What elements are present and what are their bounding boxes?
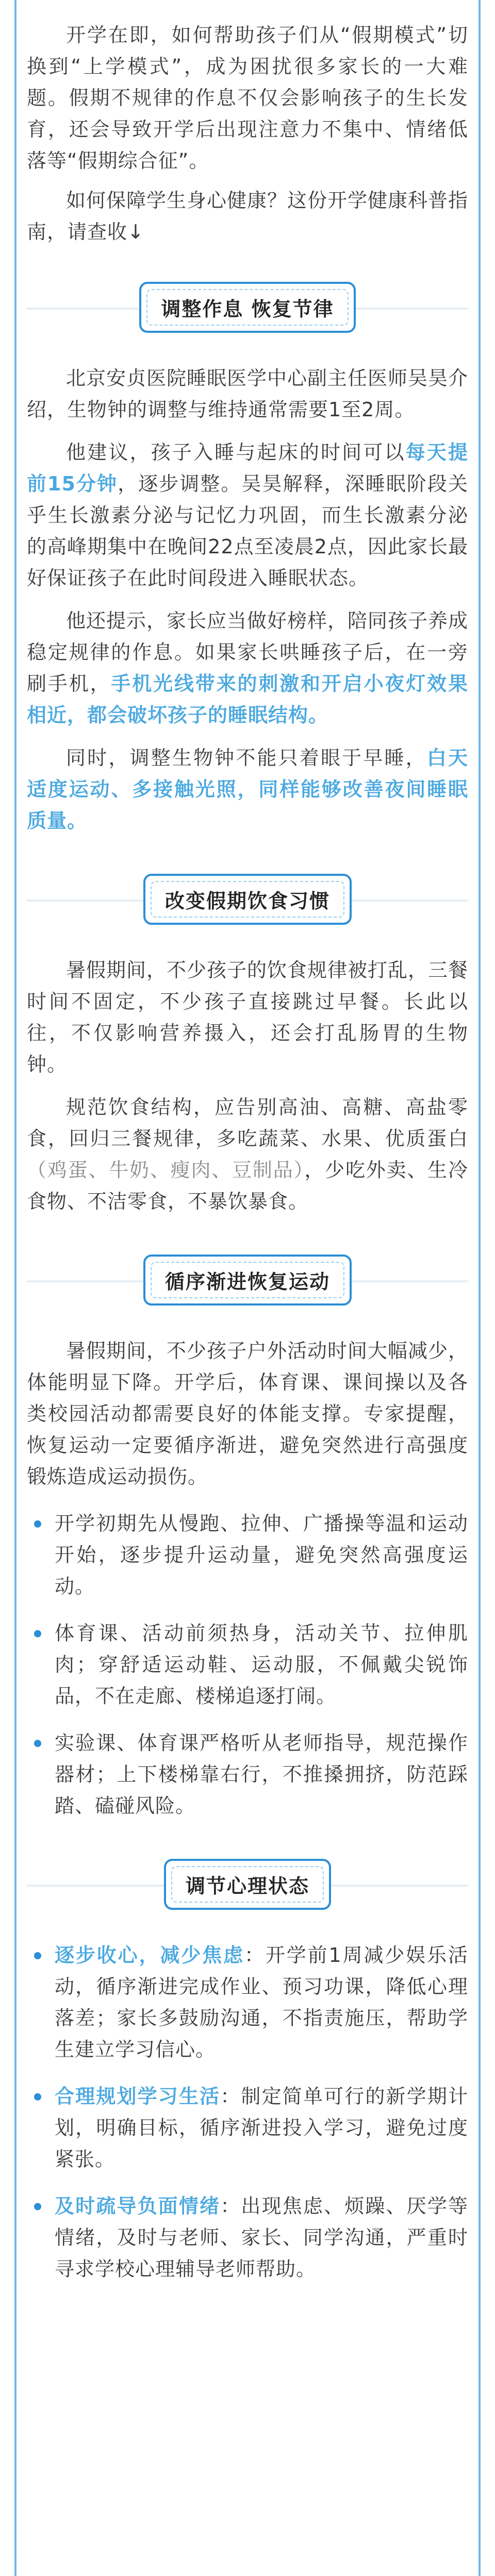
food-examples: （鸡蛋、牛奶、瘦肉、豆制品）	[27, 1159, 305, 1181]
section-2-paragraph-1: 暑假期间，不少孩子的饮食规律被打乱，三餐时间不固定，不少孩子直接跳过早餐。长此以往，不仅影响营养摄入，还会打乱肠胃的生物钟。	[27, 959, 469, 1076]
section-heading-wrap	[27, 282, 468, 333]
intro-paragraph-1: 开学在即，如何帮助孩子们从“假期模式”切换到“上学模式”，成为困扰很多家长的一大难题。假期不规律的作息不仅会影响孩子的生长发育，还会导致开学后出现注意力不集中、情绪低落等“假期综合征”。	[27, 24, 468, 172]
section-3-heading	[143, 1255, 352, 1306]
article-body	[27, 0, 468, 2285]
list-item: 体育课、活动前须热身，活动关节、拉伸肌肉；穿舒适运动鞋、运动服，不佩戴尖锐饰品，不在走廊、楼梯追逐打闹。	[27, 1618, 468, 1712]
bullet-dot-icon	[34, 1952, 41, 1959]
intro-paragraph-2: 如何保障学生身心健康？这份开学健康科普指南，请查收↓	[27, 189, 469, 243]
list-item: 开学初期先从慢跑、拉伸、广播操等温和运动开始，逐步提升运动量，避免突然高强度运动。	[27, 1508, 468, 1602]
bullet-dot-icon	[34, 2203, 41, 2210]
bullet-dot-icon	[34, 2093, 41, 2100]
section-3-paragraph-1: 暑假期间，不少孩子户外活动时间大幅减少，体能明显下降。开学后，体育课、课间操以及各类校园活动都需要良好的体能支撑。专家提醒，恢复运动一定要循序渐进，避免突然进行高强度锻炼造成运动损伤。	[27, 1340, 469, 1488]
list-item: 及时疏导负面情绪：出现焦虑、烦躁、厌学等情绪，及时与老师、家长、同学沟通，严重时寻求学校心理辅导老师帮助。	[27, 2191, 468, 2285]
section-4-title: 调节心理状态	[185, 1875, 309, 1897]
highlight-text: 白天适度运动、多接触光照，同样能够改善夜间睡眠质量。	[27, 747, 468, 832]
section-heading-wrap	[27, 874, 468, 925]
list-item: 实验课、体育课严格听从老师指导，规范操作器材；上下楼梯靠右行，不推搡拥挤，防范踩踏、磕碰风险。	[27, 1727, 468, 1822]
section-4-bullet-list	[27, 1940, 468, 2285]
section-1-title: 调整作息 恢复节律	[161, 298, 334, 320]
list-item: 合理规划学习生活：制定简单可行的新学期计划，明确目标，循序渐进投入学习，避免过度紧张。	[27, 2081, 468, 2175]
bullet-dot-icon	[34, 1740, 41, 1747]
section-2-paragraph-2: 规范饮食结构，应告别高油、高糖、高盐零食，回归三餐规律，多吃蔬菜、水果、优质蛋白（鸡蛋、牛奶、瘦肉、豆制品），少吃外卖、生冷食物、不洁零食，不暴饮暴食。	[27, 1096, 468, 1213]
bullet-dot-icon	[34, 1520, 41, 1528]
section-3-bullet-list	[27, 1508, 468, 1822]
section-4-heading	[164, 1859, 331, 1910]
section-2-title: 改变假期饮食习惯	[164, 890, 330, 912]
highlight-text: 每天提前15分钟	[27, 441, 468, 495]
section-2-heading	[143, 874, 352, 925]
section-heading-wrap	[27, 1859, 468, 1910]
highlight-text: 手机光线带来的刺激和开启小夜灯效果相近，都会破坏孩子的睡眠结构。	[27, 672, 468, 726]
section-1-paragraph-1: 北京安贞医院睡眠医学中心副主任医师吴昊介绍，生物钟的调整与维持通常需要1至2周。	[27, 367, 469, 421]
bullet-dot-icon	[34, 1630, 41, 1637]
list-item: 逐步收心，减少焦虑：开学前1周减少娱乐活动，循序渐进完成作业、预习功课，降低心理落差；家长多鼓励沟通，不指责施压，帮助学生建立学习信心。	[27, 1940, 468, 2065]
section-1-paragraph-4: 同时，调整生物钟不能只着眼于早睡，白天适度运动、多接触光照，同样能够改善夜间睡眠质量。	[27, 747, 468, 832]
section-3-title: 循序渐进恢复运动	[164, 1270, 330, 1293]
section-1-paragraph-2: 他建议，孩子入睡与起床的时间可以每天提前15分钟，逐步调整。吴昊解释，深睡眠阶段关乎生长激素分泌与记忆力巩固，而生长激素分泌的高峰期集中在晚间22点至凌晨2点，因此家长最好保证孩子在此时间段进入睡眠状态。	[27, 441, 468, 589]
section-1-paragraph-3: 他还提示，家长应当做好榜样，陪同孩子养成稳定规律的作息。如果家长哄睡孩子后，在一旁刷手机，手机光线带来的刺激和开启小夜灯效果相近，都会破坏孩子的睡眠结构。	[27, 609, 469, 726]
section-heading-wrap	[27, 1255, 468, 1306]
section-1-heading	[139, 282, 355, 333]
